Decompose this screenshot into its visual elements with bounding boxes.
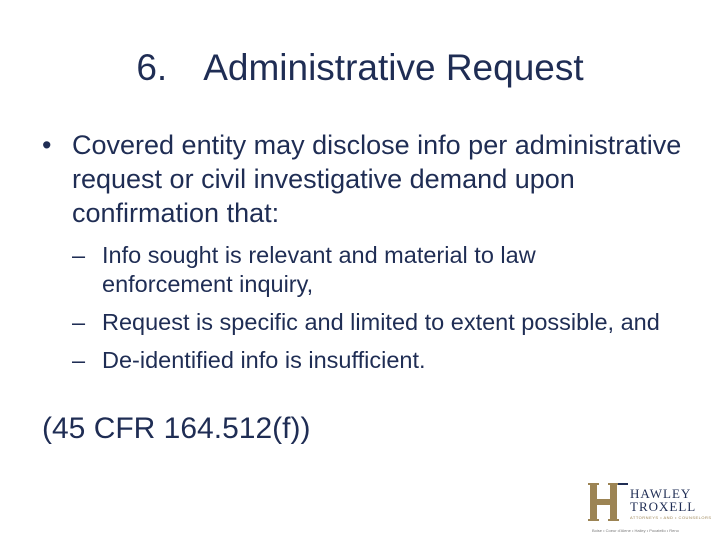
sub-bullet-item (72, 308, 672, 337)
sub-bullet-item (72, 346, 672, 375)
logo-tagline: ATTORNEYS • AND • COUNSELORS (630, 515, 712, 520)
title-text: Administrative Request (203, 47, 584, 88)
title-number: 6. (136, 47, 168, 88)
sub-bullet-text: Info sought is relevant and material to law enforcement inquiry, (102, 242, 536, 297)
h-monogram-icon (588, 480, 628, 524)
sub-bullet-text: Request is specific and limited to extent possible, and (102, 309, 660, 335)
main-bullet (42, 128, 692, 230)
slide-title (0, 44, 720, 92)
sub-bullet-item (72, 241, 672, 299)
sub-bullet-dash: – (72, 309, 86, 335)
firm-logo (588, 480, 714, 536)
bullet-text: Covered entity may disclose info per administrative request or civil investigative demand upon confirmation that: (72, 130, 682, 228)
sub-bullet-dash: – (72, 347, 86, 373)
sub-bullet-text: De-identified info is insufficient. (102, 347, 426, 373)
sub-bullet-dash: – (72, 242, 86, 268)
citation: (45 CFR 164.512(f)) (42, 412, 311, 445)
logo-name-line1: HAWLEY (630, 486, 692, 501)
bullet-mark: • (42, 130, 52, 160)
sub-bullet-list (72, 241, 672, 384)
logo-name-line2: TROXELL (630, 499, 697, 514)
logo-offices: Boise • Coeur d'Alene • Hailey • Pocatello • Reno (592, 528, 679, 533)
